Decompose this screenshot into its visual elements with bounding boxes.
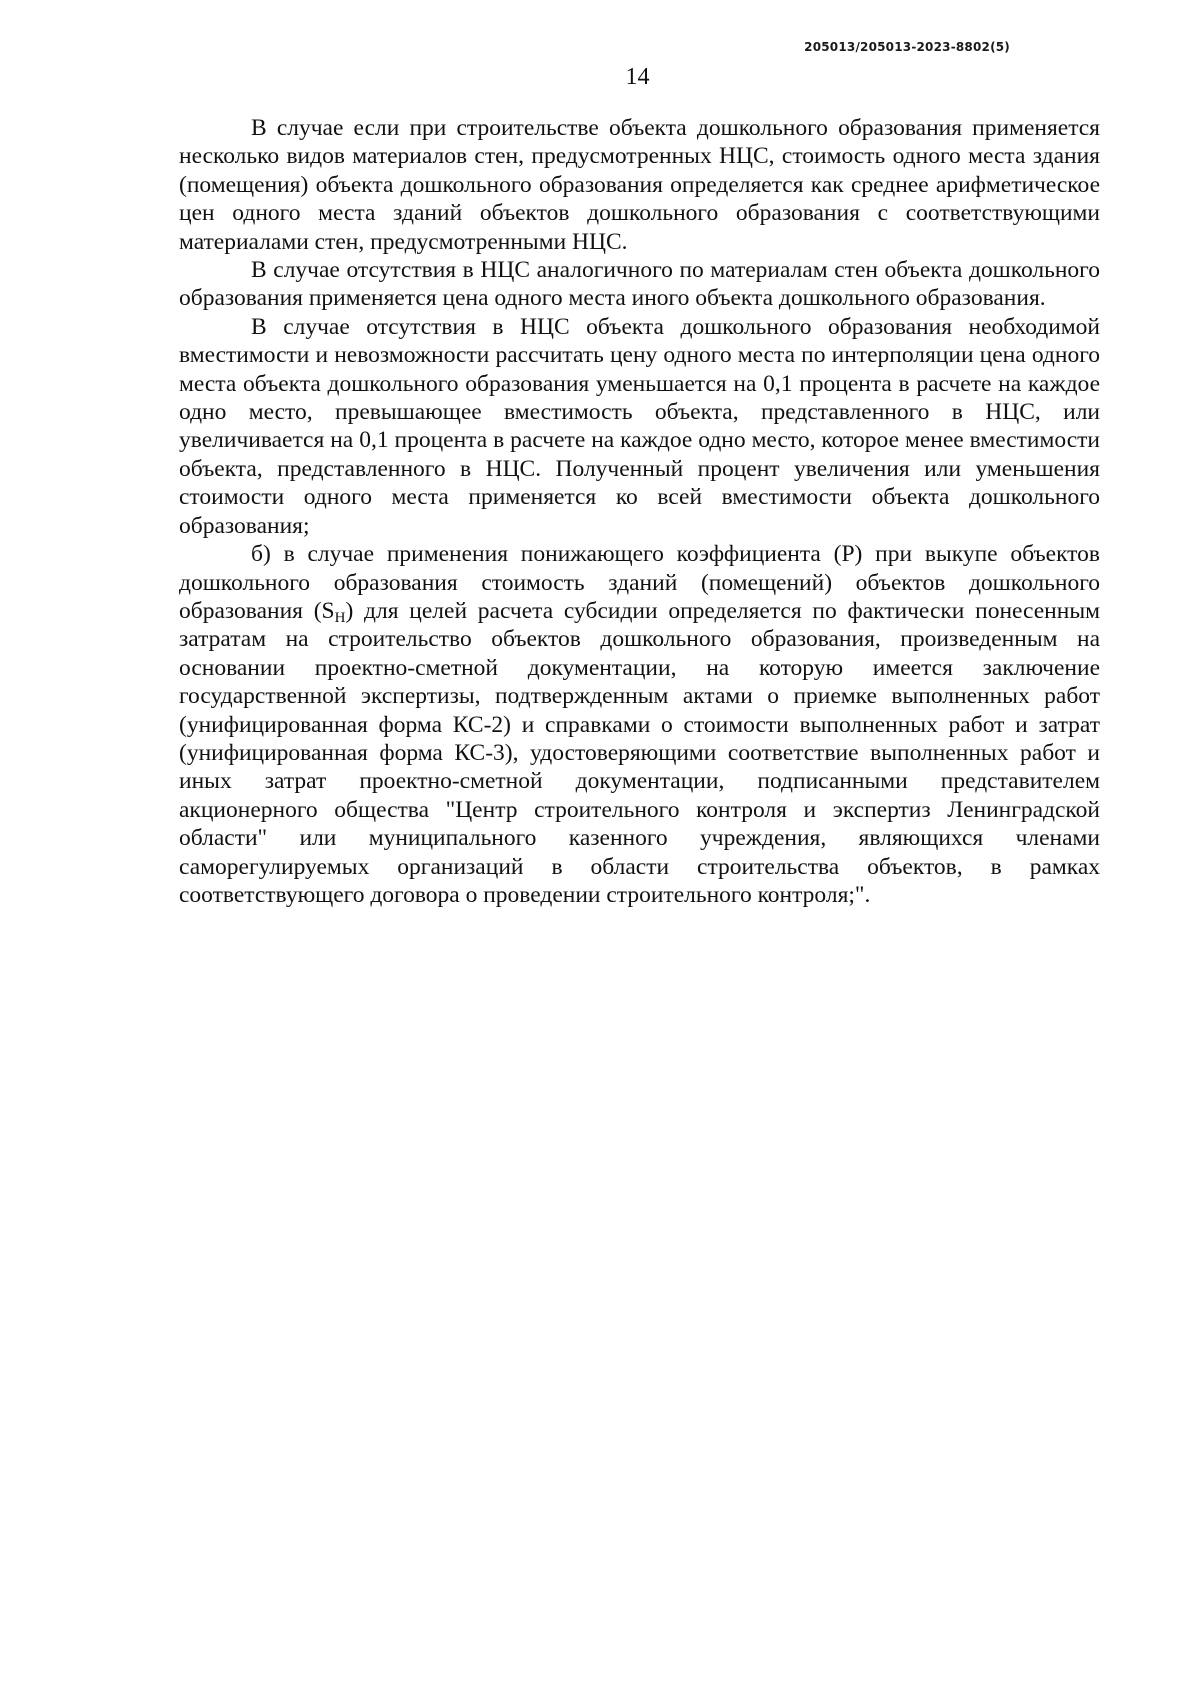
document-body bbox=[179, 114, 1100, 909]
page-number: 14 bbox=[625, 64, 650, 90]
document-registration-code: 205013/205013-2023-8802(5) bbox=[804, 40, 1010, 54]
paragraph-reduction-coefficient bbox=[179, 540, 1100, 909]
paragraph-multiple-wall-materials: В случае если при строительстве объекта дошкольного образования применяется несколько видов материалов стен, предусмотренных НЦС, стоимость одного места здания (помещения) объекта дошкольного образования определяется как среднее арифметическое цен одного места зданий объектов дошкольного образования с соответствующими материалами стен, предусмотренными НЦС. bbox=[179, 115, 1100, 255]
paragraph-b-text-end: ) для целей расчета субсидии определяется по фактически понесенным затратам на строительство объектов дошкольного образования, произведенным на основании проектно-сметной документации, на которую имеется заключение государственной экспертизы, подтвержденным актами о приемке выполненных работ (унифицированная форма КС-2) и справками о стоимости выполненных работ и затрат (унифицированная форма КС-3), удостоверяющими соответствие выполненных работ и иных затрат проектно-сметной документации, подписанными представителем акционерного общества "Центр строительного контроля и экспертиз Ленинградской области" или муниципального казенного учреждения, являющихся членами саморегулируемых организаций в области строительства объектов, в рамках соответствующего договора о проведении строительного контроля;". bbox=[179, 597, 1100, 908]
paragraph-b-text-start: б) в случае применения понижающего коэффициента (Р) при выкупе объектов дошкольного образования стоимость зданий (помещений) объектов дошкольного образования (S bbox=[179, 541, 1100, 624]
cost-subscript: Н bbox=[334, 609, 346, 626]
paragraph-no-analogous-object: В случае отсутствия в НЦС аналогичного по материалам стен объекта дошкольного образования применяется цена одного места иного объекта дошкольного образования. bbox=[179, 257, 1100, 312]
paragraph-capacity-adjustment: В случае отсутствия в НЦС объекта дошкольного образования необходимой вместимости и невозможности рассчитать цену одного места по интерполяции цена одного места объекта дошкольного образования уменьшается на 0,1 процента в расчете на каждое одно место, превышающее вместимость объекта, представленного в НЦС, или увеличивается на 0,1 процента в расчете на каждое одно место, которое менее вместимости объекта, представленного в НЦС. Полученный процент увеличения или уменьшения стоимости одного места применяется ко всей вместимости объекта дошкольного образования; bbox=[179, 313, 1100, 539]
